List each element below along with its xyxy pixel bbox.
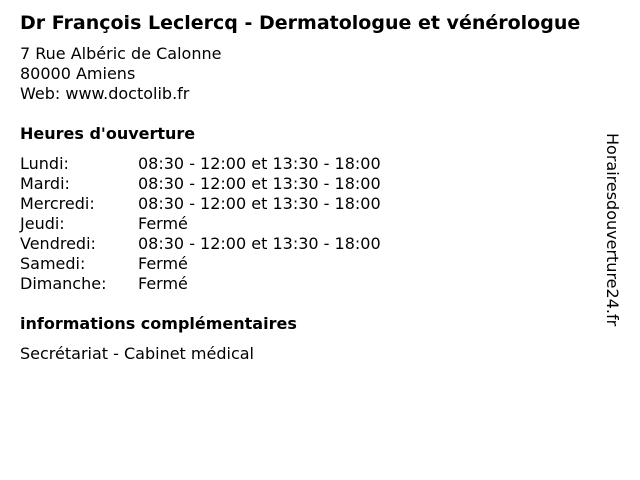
day-label: Mardi: — [20, 174, 70, 193]
hours-value: Fermé — [138, 254, 188, 273]
hours-value: Fermé — [138, 274, 188, 293]
day-label: Samedi: — [20, 254, 86, 273]
address-block — [20, 44, 221, 104]
opening-hours-heading: Heures d'ouverture — [20, 124, 196, 143]
website-line: Web: www.doctolib.fr — [20, 84, 190, 103]
day-label: Jeudi: — [20, 214, 65, 233]
hours-value: 08:30 - 12:00 et 13:30 - 18:00 — [138, 174, 381, 193]
day-label: Vendredi: — [20, 234, 96, 253]
day-label: Mercredi: — [20, 194, 95, 213]
day-label: Dimanche: — [20, 274, 107, 293]
street-address: 7 Rue Albéric de Calonne — [20, 44, 222, 63]
hours-value: 08:30 - 12:00 et 13:30 - 18:00 — [138, 194, 381, 213]
day-label: Lundi: — [20, 154, 69, 173]
city-postcode: 80000 Amiens — [20, 64, 136, 83]
additional-info-text: Secrétariat - Cabinet médical — [20, 344, 254, 363]
additional-info-heading: informations complémentaires — [20, 314, 297, 333]
hours-value: 08:30 - 12:00 et 13:30 - 18:00 — [138, 154, 381, 173]
hours-value: 08:30 - 12:00 et 13:30 - 18:00 — [138, 234, 381, 253]
site-watermark: Horairesdouverture24.fr — [603, 133, 622, 327]
hours-value: Fermé — [138, 214, 188, 233]
page-title: Dr François Leclercq - Dermatologue et vénérologue — [20, 12, 581, 34]
